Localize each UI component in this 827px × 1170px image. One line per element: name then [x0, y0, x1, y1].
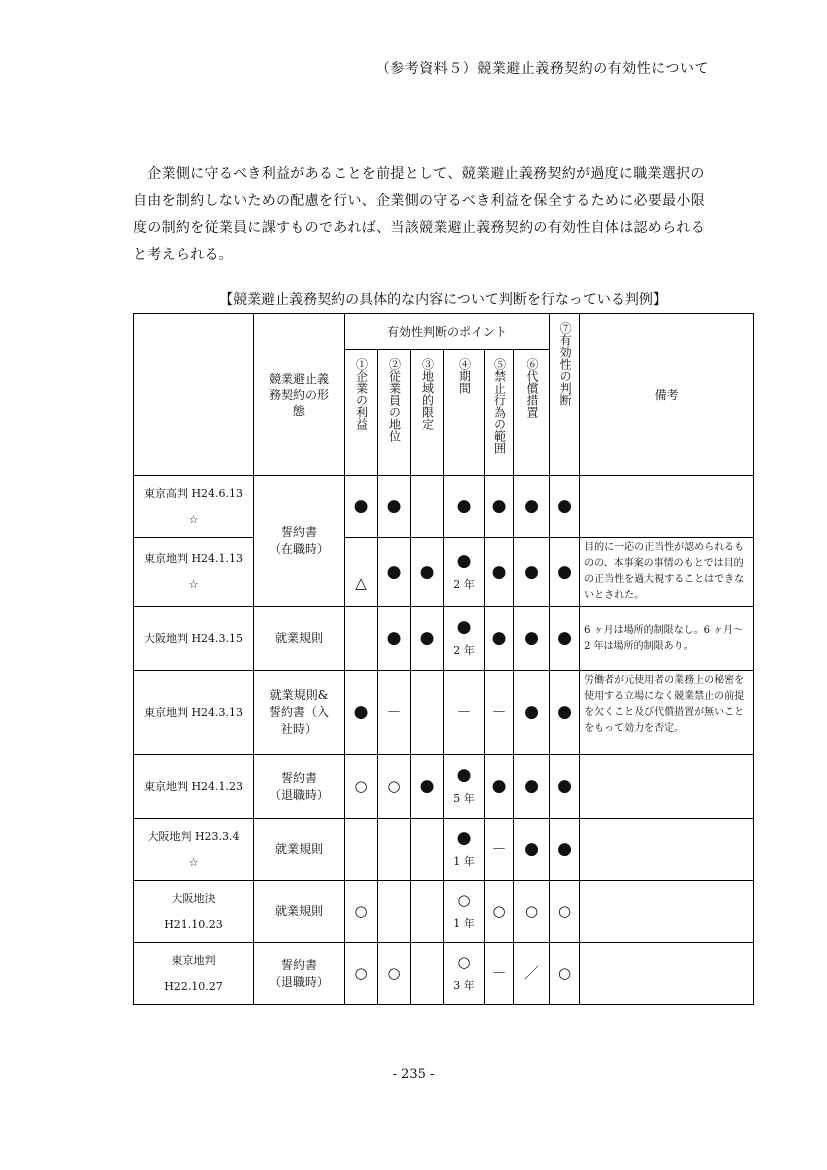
p5-cell — [485, 607, 514, 671]
p3-cell — [411, 538, 444, 607]
p2-cell — [378, 671, 411, 755]
p3-cell — [411, 881, 444, 943]
p4-cell — [444, 819, 485, 881]
table-row — [134, 755, 754, 819]
header-court-blank — [134, 314, 254, 476]
p3-cell — [411, 671, 444, 755]
p5-cell — [485, 476, 514, 538]
form-value: 誓約書 （退職時） — [268, 770, 329, 802]
p3-cell — [411, 476, 444, 538]
p5-mark: － — [491, 964, 507, 982]
court-star: ☆ — [188, 512, 199, 526]
note-cell — [580, 476, 754, 538]
p6-mark: ● — [524, 561, 539, 582]
header-p1 — [345, 350, 378, 476]
p5-cell — [485, 755, 514, 819]
table-row — [134, 538, 754, 607]
note-cell — [580, 943, 754, 1005]
p1-cell — [345, 538, 378, 607]
p5-mark: ● — [491, 561, 507, 582]
p7-cell — [550, 755, 580, 819]
header-p4-label: ④期間 — [457, 358, 472, 394]
p2-mark: ● — [386, 628, 402, 648]
p6-mark: ● — [524, 839, 539, 859]
p7-cell — [550, 943, 580, 1005]
court-star: ☆ — [188, 855, 199, 869]
p2-cell — [378, 538, 411, 607]
table-row — [134, 671, 754, 755]
header-p5 — [485, 350, 514, 476]
p4-mark: ● — [456, 550, 472, 571]
p4-cell — [444, 476, 485, 538]
p4-years: 2 年 — [453, 644, 475, 657]
p7-cell — [550, 476, 580, 538]
p7-mark: ● — [557, 776, 572, 796]
p2-mark: ● — [386, 561, 402, 582]
p6-cell — [514, 476, 550, 538]
court-name: 東京地判 H24.1.23 — [143, 779, 244, 793]
note-cell — [580, 881, 754, 943]
header-p5-label: ⑤禁止行為の範囲 — [492, 358, 507, 454]
p4-cell — [444, 881, 485, 943]
p4-years: 2 年 — [453, 577, 475, 591]
p2-cell — [378, 607, 411, 671]
p3-mark: ● — [419, 561, 435, 582]
p4-years: 5 年 — [453, 792, 475, 805]
p2-cell — [378, 943, 411, 1005]
p2-mark: ○ — [387, 964, 401, 982]
p6-cell — [514, 607, 550, 671]
table-row — [134, 607, 754, 671]
court-name: 東京地判 — [171, 953, 216, 967]
p3-cell — [411, 755, 444, 819]
p1-cell — [345, 607, 378, 671]
court-cell — [134, 538, 254, 607]
header-p6-label: ⑥代償措置 — [525, 358, 540, 418]
table-row — [134, 819, 754, 881]
p7-mark: ● — [557, 496, 572, 516]
court-name: 東京地判 H24.3.13 — [143, 705, 244, 719]
form-value: 誓約書 （退職時） — [268, 957, 329, 989]
p3-cell — [411, 819, 444, 881]
p7-mark: ○ — [558, 902, 572, 920]
form-value: 就業規則 — [274, 631, 323, 645]
form-value: 就業規則 — [274, 904, 323, 918]
header-p7 — [550, 314, 580, 476]
header-p2-label: ②従業員の地位 — [387, 358, 402, 442]
p7-cell — [550, 671, 580, 755]
note-cell: 労働者が元使用者の業務上の秘密を使用する立場になく競業禁止の前提を欠くこと及び代償措置が無いことをもって効力を否定。 — [580, 671, 754, 755]
header-p1-label: ①企業の利益 — [354, 358, 369, 430]
p3-mark: ● — [419, 628, 435, 648]
court-cell — [134, 755, 254, 819]
p4-years: 1 年 — [453, 917, 475, 930]
p1-mark: ● — [353, 702, 369, 722]
p3-cell — [411, 607, 444, 671]
court-cell — [134, 881, 254, 943]
table-title: 【競業避止義務契約の具体的な内容について判断を行なっている判例】 — [219, 292, 667, 308]
p2-cell — [378, 819, 411, 881]
form-cell — [254, 671, 345, 755]
p1-mark: ● — [353, 496, 369, 516]
p2-mark: ○ — [387, 777, 401, 795]
p4-cell — [444, 755, 485, 819]
p3-cell — [411, 943, 444, 1005]
table-row — [134, 881, 754, 943]
header-points-group: 有効性判断のポイント — [345, 314, 550, 350]
p4-years: 3 年 — [453, 979, 475, 992]
court-name: 大阪地判 H23.3.4 — [147, 829, 240, 843]
p5-cell — [485, 881, 514, 943]
court-name: 東京地判 H24.1.13 — [143, 552, 244, 565]
header-p2 — [378, 350, 411, 476]
p7-mark: ○ — [558, 964, 572, 982]
p4-cell — [444, 671, 485, 755]
p6-cell — [514, 538, 550, 607]
p5-cell — [485, 671, 514, 755]
body-paragraph: 企業側に守るべき利益があることを前提として、競業避止義務契約が過度に職業選択の自由を制約しないための配慮を行い、企業側の守るべき利益を保全するために必要最小限度の制約を従業員に課すものであれば、当該競業避止義務契約の有効性自体は認められると考えられる。 — [133, 166, 705, 263]
p6-mark: ● — [524, 776, 539, 796]
p6-cell — [514, 881, 550, 943]
header-form — [254, 314, 345, 476]
table-row — [134, 476, 754, 538]
p1-cell — [345, 476, 378, 538]
p1-mark: ○ — [354, 777, 368, 795]
p6-cell — [514, 671, 550, 755]
p3-mark: ● — [419, 776, 435, 796]
header-p3-label: ③地域的限定 — [420, 358, 435, 430]
p5-cell — [485, 943, 514, 1005]
p7-mark: ● — [557, 628, 572, 648]
case-law-table — [133, 313, 754, 1005]
p5-mark: － — [491, 840, 507, 858]
p7-mark: ● — [557, 839, 572, 859]
p1-cell — [345, 671, 378, 755]
p1-mark: ○ — [354, 902, 368, 920]
note-cell: 6 ヶ月は場所的制限なし。6 ヶ月〜2 年は場所的制限あり。 — [580, 607, 754, 671]
p6-mark: ／ — [524, 964, 540, 982]
p4-mark: ● — [456, 496, 472, 516]
court-date: H21.10.23 — [164, 917, 223, 931]
p4-years: 1 年 — [453, 855, 475, 868]
court-cell — [134, 607, 254, 671]
p5-mark: ● — [491, 496, 507, 516]
court-name: 東京高判 H24.6.13 — [143, 486, 244, 500]
court-star: ☆ — [188, 578, 199, 591]
court-name: 大阪地決 — [171, 891, 216, 905]
note-cell: 目的に一応の正当性が認められるものの、本事案の事情のもとでは目的の正当性を過大視することはできないとされた。 — [580, 538, 754, 607]
form-cell — [254, 755, 345, 819]
p1-cell — [345, 819, 378, 881]
note-cell — [580, 819, 754, 881]
court-cell — [134, 476, 254, 538]
p7-cell — [550, 538, 580, 607]
court-cell — [134, 671, 254, 755]
court-cell — [134, 819, 254, 881]
p1-cell — [345, 755, 378, 819]
court-cell — [134, 943, 254, 1005]
p7-cell — [550, 881, 580, 943]
p6-cell — [514, 819, 550, 881]
p6-cell — [514, 755, 550, 819]
p2-cell — [378, 476, 411, 538]
p4-mark: ● — [456, 617, 472, 637]
form-cell — [254, 476, 345, 607]
p4-cell — [444, 538, 485, 607]
p6-mark: ○ — [524, 902, 539, 920]
p4-mark: ● — [456, 828, 472, 848]
p5-mark: ● — [491, 628, 507, 648]
form-cell — [254, 943, 345, 1005]
p1-cell — [345, 943, 378, 1005]
court-name: 大阪地判 H24.3.15 — [143, 631, 244, 645]
p5-mark: － — [491, 703, 507, 721]
p4-mark: ○ — [457, 953, 471, 971]
form-cell — [254, 881, 345, 943]
p4-mark: ○ — [457, 891, 471, 909]
p5-cell — [485, 819, 514, 881]
note-cell — [580, 755, 754, 819]
p7-cell — [550, 819, 580, 881]
document-header-reference: （参考資料５）競業避止義務契約の有効性について — [375, 61, 709, 77]
p5-mark: ● — [491, 776, 507, 796]
p7-mark: ● — [557, 561, 572, 582]
p1-cell — [345, 881, 378, 943]
form-value: 誓約書 （在職時） — [268, 525, 329, 556]
p4-mark: － — [456, 703, 472, 721]
p5-mark: ○ — [492, 902, 506, 920]
form-cell — [254, 607, 345, 671]
p6-mark: ● — [524, 702, 539, 722]
page-number: - 235 - — [392, 1067, 435, 1082]
form-value: 就業規則 — [274, 842, 323, 856]
header-remarks: 備考 — [580, 314, 754, 476]
p7-cell — [550, 607, 580, 671]
p6-cell — [514, 943, 550, 1005]
court-date: H22.10.27 — [164, 979, 223, 993]
table-row — [134, 943, 754, 1005]
form-cell — [254, 819, 345, 881]
p4-mark: ● — [456, 765, 472, 785]
header-form-label: 競業避止義務契約の形態 — [268, 371, 329, 418]
p4-cell — [444, 607, 485, 671]
p5-cell — [485, 538, 514, 607]
p6-mark: ● — [524, 496, 539, 516]
p2-mark: － — [386, 703, 402, 721]
p6-mark: ● — [524, 628, 539, 648]
header-p3 — [411, 350, 444, 476]
p2-mark: ● — [386, 496, 402, 516]
header-p4 — [444, 350, 485, 476]
header-p6 — [514, 350, 550, 476]
p1-mark: ○ — [354, 964, 368, 982]
p2-cell — [378, 881, 411, 943]
p7-mark: ● — [557, 702, 572, 722]
p2-cell — [378, 755, 411, 819]
p4-cell — [444, 943, 485, 1005]
form-value: 就業規則&誓約書（入社時） — [268, 688, 329, 736]
header-p7-label: ⑦有効性の判断 — [558, 322, 573, 406]
p1-mark: △ — [355, 574, 367, 592]
